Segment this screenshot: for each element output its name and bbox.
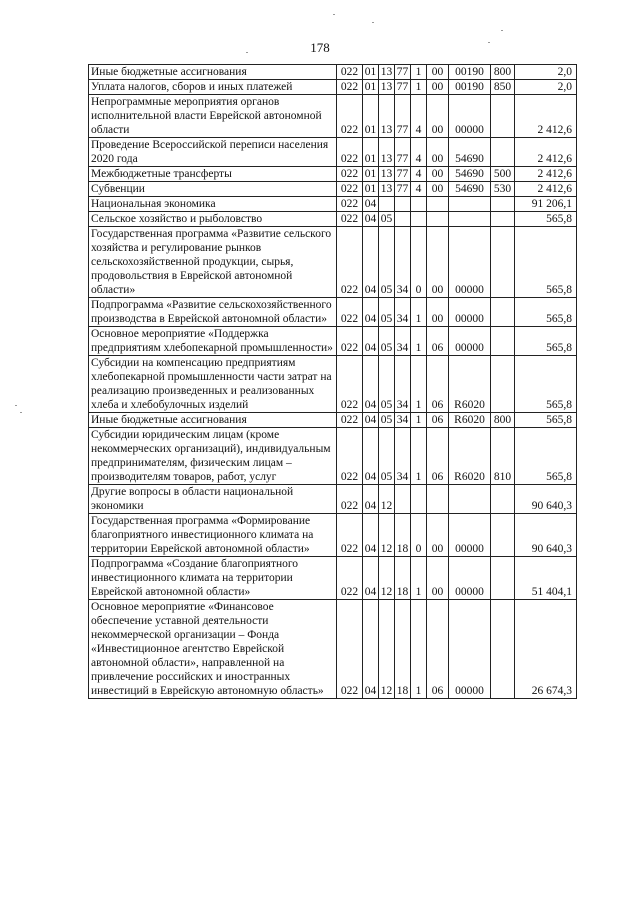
cell-amount: 51 404,1 [515,557,577,600]
cell-program: 34 [395,327,411,356]
cell-direction: 54690 [449,138,491,167]
cell-direction [449,485,491,514]
cell-section: 01 [363,95,379,138]
cell-program [395,212,411,227]
cell-program: 34 [395,413,411,428]
cell-expense-type: 530 [491,182,515,197]
cell-admin-code: 022 [337,413,363,428]
cell-expense-type: 500 [491,167,515,182]
cell-direction: 00190 [449,65,491,80]
cell-activity: 06 [427,327,449,356]
cell-activity: 06 [427,600,449,699]
cell-activity: 00 [427,95,449,138]
cell-program: 34 [395,356,411,413]
cell-program: 77 [395,138,411,167]
cell-admin-code: 022 [337,197,363,212]
cell-admin-code: 022 [337,80,363,95]
cell-direction [449,197,491,212]
cell-program: 34 [395,428,411,485]
table-row [89,600,577,699]
cell-section: 04 [363,227,379,298]
cell-direction [449,212,491,227]
cell-expense-type [491,557,515,600]
cell-program: 77 [395,182,411,197]
cell-admin-code: 022 [337,514,363,557]
cell-subsection: 13 [379,138,395,167]
cell-amount: 565,8 [515,413,577,428]
cell-expense-type: 810 [491,428,515,485]
cell-program [395,197,411,212]
cell-subsection: 05 [379,428,395,485]
page-number: 178 [310,40,330,55]
cell-program: 18 [395,514,411,557]
table-row [89,557,577,600]
cell-direction: 00000 [449,557,491,600]
cell-activity: 00 [427,227,449,298]
cell-direction: R6020 [449,413,491,428]
cell-expense-type [491,227,515,298]
table-row [89,327,577,356]
cell-name: Государственная программа «Формирование благоприятного инвестиционного климата на территории Еврейской автономной области» [89,514,337,557]
cell-expense-type [491,197,515,212]
cell-expense-type: 800 [491,65,515,80]
cell-expense-type: 850 [491,80,515,95]
cell-name: Национальная экономика [89,197,337,212]
cell-admin-code: 022 [337,167,363,182]
cell-section: 04 [363,327,379,356]
cell-activity: 00 [427,138,449,167]
table-row [89,95,577,138]
cell-section: 04 [363,600,379,699]
cell-admin-code: 022 [337,212,363,227]
cell-name: Сельское хозяйство и рыболовство [89,212,337,227]
cell-program: 18 [395,557,411,600]
cell-subsection: 12 [379,600,395,699]
cell-section: 04 [363,485,379,514]
cell-admin-code: 022 [337,138,363,167]
cell-section: 01 [363,182,379,197]
cell-name: Государственная программа «Развитие сельского хозяйства и регулирование рынков сельскохозяйственной продукции, сырья, продовольствия в Еврейской автономной области» [89,227,337,298]
cell-subprogram: 4 [411,95,427,138]
cell-direction: 00000 [449,298,491,327]
cell-admin-code: 022 [337,327,363,356]
cell-name: Иные бюджетные ассигнования [89,65,337,80]
cell-section: 04 [363,298,379,327]
cell-expense-type: 800 [491,413,515,428]
cell-admin-code: 022 [337,557,363,600]
table-row [89,182,577,197]
cell-subprogram: 0 [411,227,427,298]
cell-program: 34 [395,298,411,327]
cell-subprogram: 1 [411,600,427,699]
cell-subprogram: 1 [411,327,427,356]
cell-subsection: 13 [379,65,395,80]
cell-activity [427,485,449,514]
cell-subprogram: 1 [411,80,427,95]
cell-subprogram: 1 [411,65,427,80]
cell-subprogram: 1 [411,413,427,428]
cell-subprogram [411,212,427,227]
cell-section: 01 [363,138,379,167]
cell-direction: 00000 [449,227,491,298]
cell-direction: 00000 [449,327,491,356]
cell-subsection: 12 [379,557,395,600]
cell-program [395,485,411,514]
cell-direction: 54690 [449,182,491,197]
cell-activity: 00 [427,167,449,182]
cell-activity [427,212,449,227]
cell-subprogram: 1 [411,298,427,327]
cell-admin-code: 022 [337,65,363,80]
cell-subsection: 12 [379,485,395,514]
cell-direction: 00000 [449,514,491,557]
cell-activity [427,197,449,212]
cell-admin-code: 022 [337,95,363,138]
cell-admin-code: 022 [337,182,363,197]
scan-speck [333,14,335,15]
cell-expense-type [491,600,515,699]
table-row [89,514,577,557]
cell-section: 01 [363,167,379,182]
cell-admin-code: 022 [337,356,363,413]
cell-amount: 90 640,3 [515,485,577,514]
cell-admin-code: 022 [337,298,363,327]
cell-expense-type [491,514,515,557]
cell-subsection: 05 [379,227,395,298]
scan-speck [20,412,22,413]
table-row [89,227,577,298]
cell-amount: 2 412,6 [515,95,577,138]
table-body [89,65,577,699]
cell-name: Подпрограмма «Развитие сельскохозяйственного производства в Еврейской автономной области» [89,298,337,327]
cell-direction: R6020 [449,356,491,413]
scan-speck [372,22,374,23]
cell-subsection: 13 [379,80,395,95]
cell-direction: R6020 [449,428,491,485]
cell-name: Непрограммные мероприятия органов исполнительной власти Еврейской автономной области [89,95,337,138]
cell-name: Проведение Всероссийской переписи населения 2020 года [89,138,337,167]
cell-subsection: 13 [379,182,395,197]
cell-section: 01 [363,65,379,80]
cell-activity: 00 [427,182,449,197]
cell-subprogram: 0 [411,514,427,557]
cell-section: 04 [363,356,379,413]
cell-amount: 565,8 [515,298,577,327]
table-row [89,428,577,485]
cell-program: 18 [395,600,411,699]
cell-amount: 565,8 [515,327,577,356]
cell-amount: 91 206,1 [515,197,577,212]
scan-speck [15,405,17,406]
table-row [89,485,577,514]
cell-amount: 565,8 [515,428,577,485]
cell-subsection: 12 [379,514,395,557]
cell-program: 77 [395,80,411,95]
cell-amount: 2,0 [515,65,577,80]
cell-amount: 2 412,6 [515,182,577,197]
cell-expense-type [491,298,515,327]
cell-name: Субсидии юридическим лицам (кроме некоммерческих организаций), индивидуальным предпринимателям, физическим лицам – производителям товаров, работ, услуг [89,428,337,485]
cell-subprogram: 1 [411,557,427,600]
cell-program: 34 [395,227,411,298]
cell-activity: 06 [427,356,449,413]
table-row [89,298,577,327]
scan-speck [488,42,490,43]
cell-expense-type [491,485,515,514]
cell-subsection [379,197,395,212]
cell-name: Основное мероприятие «Поддержка предприятиям хлебопекарной промышленности» [89,327,337,356]
cell-activity: 06 [427,428,449,485]
cell-subprogram: 1 [411,356,427,413]
cell-activity: 00 [427,514,449,557]
scan-speck [246,52,248,53]
table-row [89,212,577,227]
cell-name: Субсидии на компенсацию предприятиям хлебопекарной промышленности части затрат на реализацию произведенных и реализованных хлеба и хлебобулочных изделий [89,356,337,413]
cell-section: 04 [363,212,379,227]
cell-direction: 00190 [449,80,491,95]
table-row [89,197,577,212]
cell-amount: 2 412,6 [515,167,577,182]
cell-subsection: 13 [379,95,395,138]
cell-admin-code: 022 [337,600,363,699]
table-row [89,138,577,167]
cell-subprogram [411,197,427,212]
table-row [89,80,577,95]
cell-subprogram [411,485,427,514]
cell-name: Иные бюджетные ассигнования [89,413,337,428]
cell-activity: 00 [427,80,449,95]
cell-expense-type [491,95,515,138]
scan-speck [501,30,503,31]
cell-subprogram: 1 [411,428,427,485]
cell-expense-type [491,356,515,413]
cell-expense-type [491,138,515,167]
cell-activity: 06 [427,413,449,428]
cell-name: Другие вопросы в области национальной экономики [89,485,337,514]
cell-program: 77 [395,95,411,138]
cell-subsection: 05 [379,356,395,413]
table-row [89,167,577,182]
cell-activity: 00 [427,557,449,600]
cell-activity: 00 [427,298,449,327]
cell-program: 77 [395,167,411,182]
cell-amount: 26 674,3 [515,600,577,699]
cell-amount: 2,0 [515,80,577,95]
cell-subprogram: 4 [411,182,427,197]
cell-section: 04 [363,557,379,600]
cell-name: Уплата налогов, сборов и иных платежей [89,80,337,95]
cell-amount: 2 412,6 [515,138,577,167]
cell-expense-type [491,212,515,227]
cell-program: 77 [395,65,411,80]
table-row [89,413,577,428]
cell-direction: 00000 [449,95,491,138]
cell-section: 04 [363,514,379,557]
cell-admin-code: 022 [337,428,363,485]
cell-subsection: 05 [379,413,395,428]
cell-subsection: 05 [379,327,395,356]
cell-subsection: 05 [379,298,395,327]
table-row [89,356,577,413]
cell-amount: 90 640,3 [515,514,577,557]
cell-amount: 565,8 [515,212,577,227]
cell-subsection: 05 [379,212,395,227]
cell-direction: 54690 [449,167,491,182]
cell-direction: 00000 [449,600,491,699]
cell-subprogram: 4 [411,167,427,182]
cell-name: Подпрограмма «Создание благоприятного инвестиционного климата на территории Еврейской автономной области» [89,557,337,600]
cell-name: Основное мероприятие «Финансовое обеспечение уставной деятельности некоммерческой организации – Фонда «Инвестиционное агентство Еврейской автономной области», направленной на привлечение российских и иностранных инвестиций в Еврейскую автономную область» [89,600,337,699]
cell-subprogram: 4 [411,138,427,167]
table-row [89,65,577,80]
cell-name: Межбюджетные трансферты [89,167,337,182]
cell-admin-code: 022 [337,485,363,514]
cell-section: 04 [363,413,379,428]
cell-section: 04 [363,197,379,212]
cell-section: 01 [363,80,379,95]
cell-subsection: 13 [379,167,395,182]
cell-amount: 565,8 [515,356,577,413]
cell-name: Субвенции [89,182,337,197]
cell-amount: 565,8 [515,227,577,298]
cell-expense-type [491,327,515,356]
cell-section: 04 [363,428,379,485]
cell-activity: 00 [427,65,449,80]
budget-table [88,64,577,699]
cell-admin-code: 022 [337,227,363,298]
